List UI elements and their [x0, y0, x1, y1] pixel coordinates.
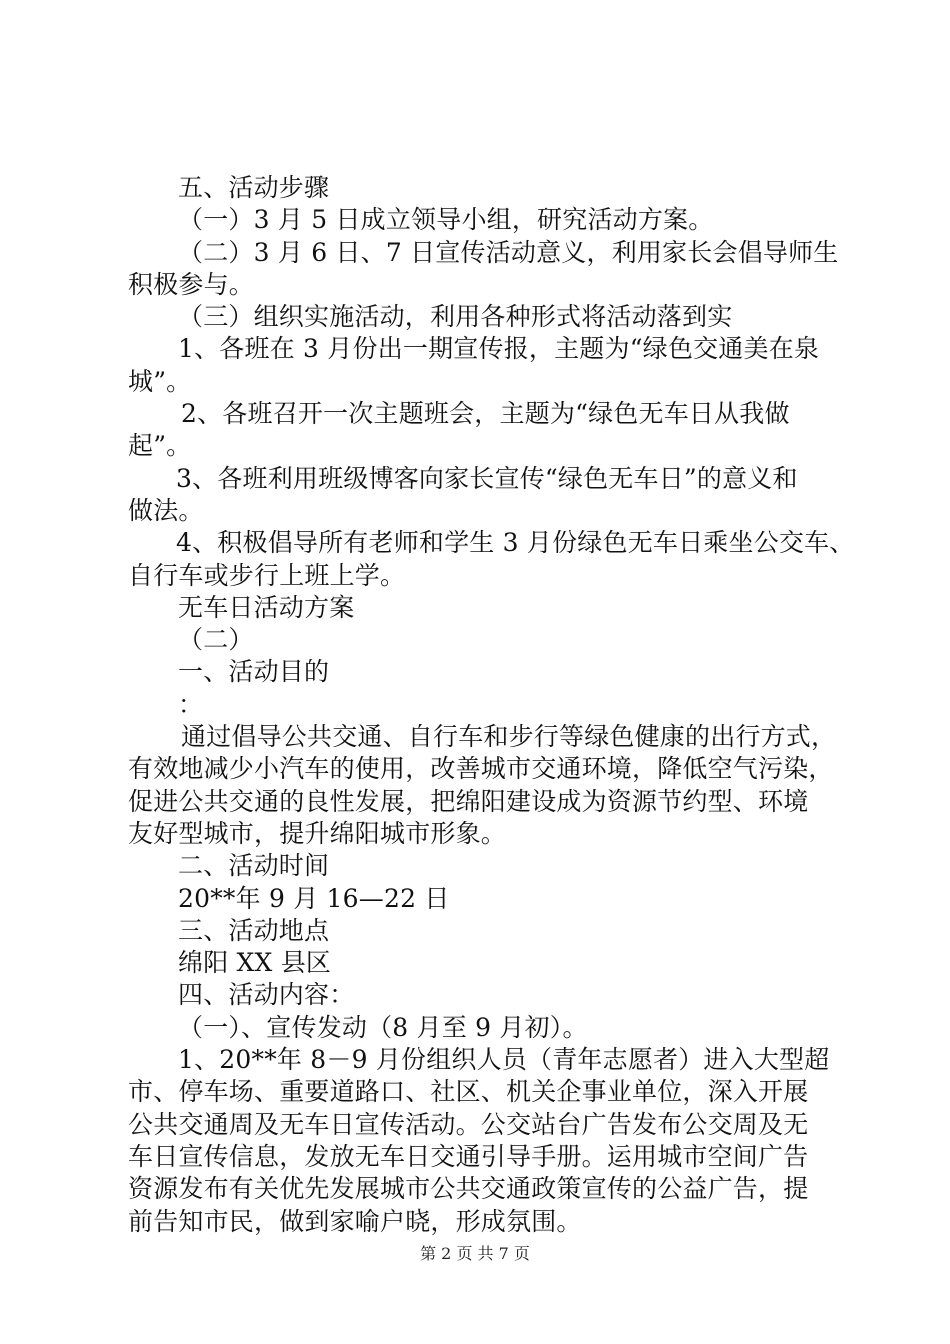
- activity-location: 绵阳 XX 县区: [178, 948, 332, 978]
- page-number-footer: 第 2 页 共 7 页: [420, 1244, 530, 1263]
- section-heading-purpose: 一、活动目的: [178, 657, 330, 687]
- plan-subtitle: （二）: [178, 625, 254, 655]
- paragraph-line: 市、停车场、重要道路口、社区、机关企事业单位，深入开展: [128, 1077, 809, 1107]
- activity-date: 20**年 9 月 16—22 日: [178, 883, 450, 913]
- paragraph-line: 城”。: [128, 366, 192, 396]
- paragraph-line: 1、各班在 3 月份出一期宣传报，主题为“绿色交通美在泉: [178, 334, 820, 364]
- paragraph-line: 友好型城市，提升绵阳城市形象。: [128, 818, 507, 848]
- paragraph-line: 2、各班召开一次主题班会，主题为“绿色无车日从我做: [181, 399, 790, 429]
- paragraph-line: ：: [178, 689, 204, 719]
- section-heading-steps: 五、活动步骤: [178, 173, 330, 202]
- section-heading-time: 二、活动时间: [178, 851, 330, 881]
- paragraph-line: 车日宣传信息，发放无车日交通引导手册。运用城市空间广告: [128, 1141, 809, 1171]
- document-body: [128, 172, 855, 1238]
- paragraph-line: 起”。: [128, 431, 192, 461]
- paragraph-line: 有效地减少小汽车的使用，改善城市交通环境，降低空气污染，: [128, 754, 834, 784]
- paragraph-line: 3、各班利用班级博客向家长宣传“绿色无车日”的意义和: [176, 463, 798, 493]
- paragraph-line: （二）3 月 6 日、7 日宣传活动意义，利用家长会倡导师生: [178, 237, 839, 267]
- paragraph-line: （一）、宣传发动（8 月至 9 月初）。: [178, 1012, 588, 1042]
- paragraph-line: 前告知市民，做到家喻户晓，形成氛围。: [128, 1206, 582, 1236]
- paragraph-line: （一）3 月 5 日成立领导小组，研究活动方案。: [178, 205, 714, 235]
- paragraph-line: 自行车或步行上班上学。: [128, 560, 406, 590]
- paragraph-line: （三）组织实施活动，利用各种形式将活动落到实: [178, 302, 733, 332]
- paragraph-line: 促进公共交通的良性发展，把绵阳建设成为资源节约型、环境: [128, 786, 809, 816]
- paragraph-line: 公共交通周及无车日宣传活动。公交站台广告发布公交周及无: [128, 1109, 809, 1139]
- section-heading-location: 三、活动地点: [178, 915, 330, 945]
- plan-title: 无车日活动方案: [178, 592, 355, 622]
- paragraph-line: 资源发布有关优先发展城市公共交通政策宣传的公益广告，提: [128, 1174, 809, 1204]
- paragraph-line: 积极参与。: [128, 269, 255, 299]
- section-heading-content: 四、活动内容：: [178, 980, 355, 1010]
- paragraph-line: 1、20**年 8－9 月份组织人员（青年志愿者）进入大型超: [178, 1045, 830, 1075]
- paragraph-line: 通过倡导公共交通、自行车和步行等绿色健康的出行方式，: [181, 722, 837, 752]
- paragraph-line: 做法。: [128, 495, 204, 525]
- paragraph-line: 4、积极倡导所有老师和学生 3 月份绿色无车日乘坐公交车、: [176, 528, 855, 558]
